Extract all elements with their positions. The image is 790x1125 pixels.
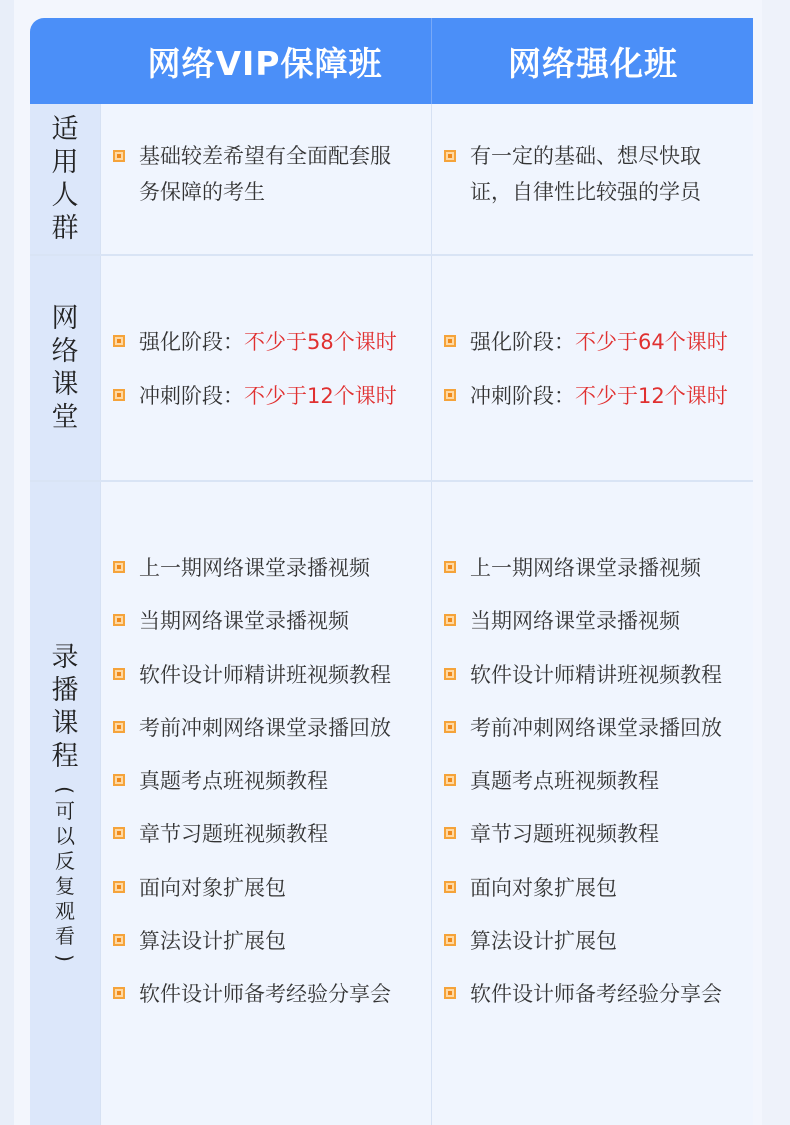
course-name: 当期网络课堂录播视频 <box>139 609 349 634</box>
label-char: 录 <box>51 641 79 673</box>
list-item <box>444 712 753 765</box>
note-char: 可 <box>55 798 75 823</box>
row-label-audience <box>30 104 100 254</box>
comparison-table <box>30 18 753 1125</box>
label-char: 适 <box>51 114 79 145</box>
course-name: 面向对象扩展包 <box>470 875 617 900</box>
row-label-recorded <box>30 482 100 1125</box>
course-name: 算法设计扩展包 <box>470 929 617 954</box>
list-item <box>113 712 431 765</box>
course-name: 考前冲刺网络课堂录播回放 <box>470 715 722 740</box>
list-item <box>113 659 431 712</box>
label-char: 用 <box>51 147 79 178</box>
label-char: 络 <box>51 336 79 367</box>
stage-label: 强化阶段： <box>139 330 244 354</box>
list-item <box>113 326 431 380</box>
list-item <box>444 659 753 712</box>
list-item <box>444 978 753 1031</box>
audience-text: 有一定的基础、想尽快取证，自律性比较强的学员 <box>470 144 701 204</box>
orange-square-bullet-icon <box>444 150 456 162</box>
list-item <box>444 380 753 434</box>
orange-square-bullet-icon <box>113 774 125 786</box>
list-item <box>113 872 431 925</box>
orange-square-bullet-icon <box>444 561 456 573</box>
list-item <box>444 552 753 605</box>
row-live-classes <box>30 256 753 482</box>
orange-square-bullet-icon <box>113 561 125 573</box>
label-char: 堂 <box>51 402 79 433</box>
orange-square-bullet-icon <box>444 389 456 401</box>
list-item <box>113 380 431 434</box>
course-name: 面向对象扩展包 <box>139 875 286 900</box>
stage-hours: 不少于12个课时 <box>244 384 397 408</box>
stage-hours: 不少于64个课时 <box>575 330 728 354</box>
list-item <box>444 605 753 658</box>
note-char: 复 <box>55 873 75 898</box>
course-name: 当期网络课堂录播视频 <box>470 609 680 634</box>
orange-square-bullet-icon <box>444 934 456 946</box>
note-char: 反 <box>55 848 75 873</box>
orange-square-bullet-icon <box>113 827 125 839</box>
list-item <box>113 925 431 978</box>
cell-recorded-intensive <box>431 482 753 1125</box>
label-char: 课 <box>51 369 79 400</box>
course-name: 章节习题班视频教程 <box>470 822 659 847</box>
orange-square-bullet-icon <box>444 774 456 786</box>
audience-text: 基础较差希望有全面配套服务保障的考生 <box>139 144 391 204</box>
header-intensive-class: 网络强化班 <box>431 18 753 104</box>
list-item <box>113 605 431 658</box>
cell-live-vip <box>100 256 431 480</box>
label-char: 网 <box>51 303 79 334</box>
label-char: 程 <box>51 740 79 772</box>
orange-square-bullet-icon <box>444 668 456 680</box>
label-char: 群 <box>51 213 79 244</box>
course-name: 软件设计师备考经验分享会 <box>470 982 722 1007</box>
list-item <box>444 765 753 818</box>
page-edge-left <box>0 0 14 1125</box>
label-char: 播 <box>51 674 79 706</box>
list-item <box>444 326 753 380</box>
page-edge-right <box>762 0 790 1125</box>
orange-square-bullet-icon <box>113 881 125 893</box>
orange-square-bullet-icon <box>113 614 125 626</box>
note-char: 以 <box>55 823 75 848</box>
orange-square-bullet-icon <box>444 614 456 626</box>
label-note <box>55 781 75 967</box>
course-name: 软件设计师精讲班视频教程 <box>470 662 722 687</box>
list-item <box>113 978 431 1031</box>
row-audience <box>30 104 753 256</box>
row-recorded-courses <box>30 482 753 1125</box>
orange-square-bullet-icon <box>113 335 125 347</box>
orange-square-bullet-icon <box>113 721 125 733</box>
label-char: 课 <box>51 707 79 739</box>
list-item <box>113 138 431 210</box>
list-item <box>444 925 753 978</box>
table-header <box>30 18 753 104</box>
orange-square-bullet-icon <box>113 987 125 999</box>
header-vip-class: 网络VIP保障班 <box>147 43 383 83</box>
stage-label: 强化阶段： <box>470 330 575 354</box>
orange-square-bullet-icon <box>113 389 125 401</box>
course-name: 软件设计师精讲班视频教程 <box>139 662 391 687</box>
orange-square-bullet-icon <box>113 668 125 680</box>
course-name: 软件设计师备考经验分享会 <box>139 982 391 1007</box>
stage-hours: 不少于12个课时 <box>575 384 728 408</box>
orange-square-bullet-icon <box>444 881 456 893</box>
list-item <box>444 138 753 210</box>
cell-live-intensive <box>431 256 753 480</box>
stage-label: 冲刺阶段： <box>139 384 244 408</box>
orange-square-bullet-icon <box>444 721 456 733</box>
note-char: 观 <box>55 898 75 923</box>
list-item <box>444 872 753 925</box>
stage-hours: 不少于58个课时 <box>244 330 397 354</box>
course-name: 真题考点班视频教程 <box>470 769 659 794</box>
note-paren-close: ) <box>53 953 77 962</box>
course-name: 章节习题班视频教程 <box>139 822 328 847</box>
orange-square-bullet-icon <box>444 827 456 839</box>
orange-square-bullet-icon <box>113 150 125 162</box>
list-item <box>113 765 431 818</box>
cell-audience-vip <box>100 104 431 254</box>
stage-label: 冲刺阶段： <box>470 384 575 408</box>
orange-square-bullet-icon <box>444 335 456 347</box>
list-item <box>444 818 753 871</box>
course-name: 算法设计扩展包 <box>139 929 286 954</box>
label-char: 人 <box>51 180 79 211</box>
cell-recorded-vip <box>100 482 431 1125</box>
row-label-live <box>30 256 100 480</box>
cell-audience-intensive <box>431 104 753 254</box>
orange-square-bullet-icon <box>113 934 125 946</box>
list-item <box>113 818 431 871</box>
orange-square-bullet-icon <box>444 987 456 999</box>
note-char: 看 <box>55 923 75 948</box>
list-item <box>113 552 431 605</box>
course-name: 真题考点班视频教程 <box>139 769 328 794</box>
course-name: 上一期网络课堂录播视频 <box>470 556 701 580</box>
course-name: 考前冲刺网络课堂录播回放 <box>139 715 391 740</box>
note-paren-open: ( <box>53 785 77 794</box>
course-name: 上一期网络课堂录播视频 <box>139 556 370 580</box>
